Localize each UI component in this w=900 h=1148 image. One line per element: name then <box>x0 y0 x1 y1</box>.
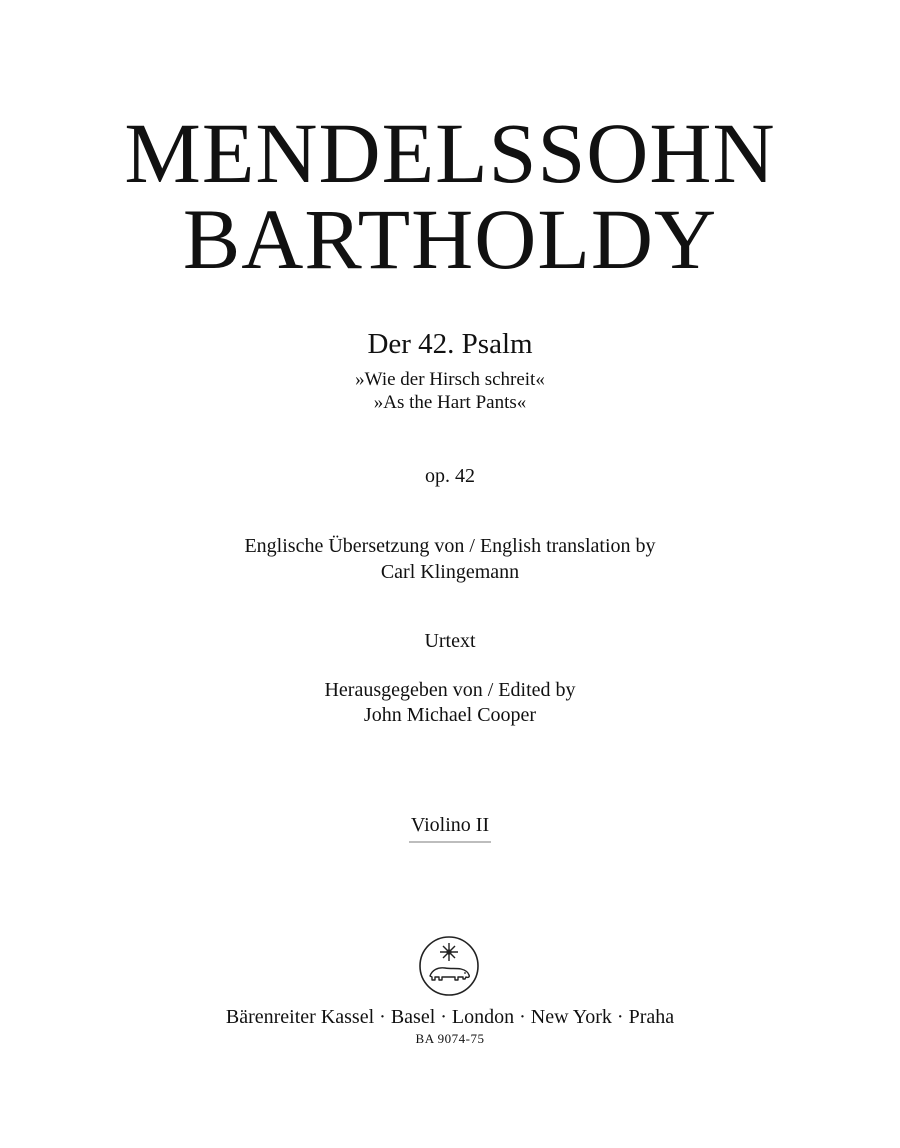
composer-name-line-1: MENDELSSOHN <box>124 105 776 201</box>
translation-label: Englische Übersetzung von / English translation by <box>244 535 656 557</box>
catalog-number: BA 9074-75 <box>415 1031 485 1046</box>
editor-label: Herausgegeben von / Edited by <box>324 679 576 701</box>
editor-name: John Michael Cooper <box>363 704 537 726</box>
opus-number: op. 42 <box>425 465 475 487</box>
part-heading <box>0 815 900 843</box>
baerenreiter-bear-logo-icon <box>418 935 480 997</box>
subtitle-german: »Wie der Hirsch schreit« <box>355 369 545 390</box>
urtext-label: Urtext <box>424 630 476 652</box>
translator-name: Carl Klingemann <box>380 561 520 583</box>
work-title: Der 42. Psalm <box>367 328 533 360</box>
subtitle-english: »As the Hart Pants« <box>373 392 527 413</box>
composer-name-line-2: BARTHOLDY <box>182 191 718 287</box>
part-name: Violino II <box>409 815 491 843</box>
publisher-cities: Bärenreiter Kassel · Basel · London · New York · Praha <box>225 1006 675 1028</box>
